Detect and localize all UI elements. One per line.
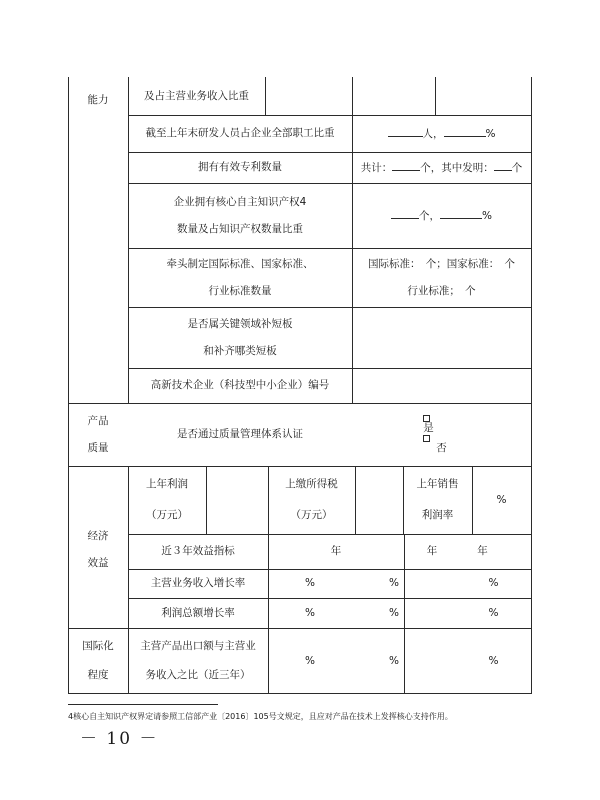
core-ip-value[interactable]: 个， %	[352, 183, 531, 248]
capability-row-core-ip: 企业拥有核心自主知识产权4 数量及占知识产权数量比重	[173, 195, 307, 235]
econ-year-1[interactable]: 年	[330, 545, 342, 558]
capability-row-key-field: 是否属关键领域补短板 和补齐哪类短板	[187, 317, 293, 357]
intl-export-ratio-y1[interactable]: %	[305, 654, 315, 667]
quality-label-cell: 产品 质量	[87, 414, 109, 454]
profit-growth-y3[interactable]: %	[488, 606, 499, 619]
core-ip-count-blank[interactable]	[391, 208, 419, 219]
econ-margin-label: 上年销售 利润率	[416, 478, 459, 521]
intl-export-ratio-y3[interactable]: %	[488, 654, 499, 667]
capability-label: 能力	[87, 93, 109, 106]
page-number: － 10 －	[80, 729, 159, 749]
econ-tax-value[interactable]	[355, 466, 403, 534]
capability-label-cell	[68, 88, 128, 112]
checkbox-icon	[423, 435, 430, 442]
rd-staff-count-blank[interactable]	[388, 126, 423, 137]
patents-value[interactable]: 共计： 个，其中发明： 个	[360, 162, 523, 175]
intl-export-ratio-y2[interactable]: %	[389, 654, 399, 667]
footnote-text: 4核心自主知识产权界定请参照工信部产业〔2016〕105号文规定，且应对产品在技术上发挥核心支持作用。	[68, 712, 453, 721]
capability-row-rd-staff: 截至上年末研发人员占企业全部职工比重	[145, 127, 335, 140]
intl-label-cell: 国际化 程度	[82, 640, 114, 681]
footnote-divider	[68, 704, 218, 705]
econ-profit-value[interactable]	[206, 466, 268, 534]
quality-options	[352, 403, 531, 466]
revenue-growth-y2[interactable]: %	[389, 577, 399, 590]
checkbox-icon	[423, 415, 430, 422]
econ-year-3[interactable]: 年	[477, 545, 488, 558]
rd-staff-percent-blank[interactable]	[444, 126, 486, 137]
capability-row-revenue-share: 及占主营业务收入比重	[144, 89, 249, 102]
intl-export-ratio-label: 主营产品出口额与主营业 务收入之比（近三年）	[140, 640, 256, 681]
quality-no-option[interactable]: 否	[423, 435, 460, 454]
quality-item: 是否通过质量管理体系认证	[177, 428, 303, 441]
standards-value[interactable]: 国际标准： 个；国家标准： 个 行业标准； 个	[368, 257, 515, 297]
core-ip-percent-blank[interactable]	[440, 208, 482, 219]
patents-total-blank[interactable]	[392, 160, 420, 171]
capability-row-patents: 拥有有效专利数量	[198, 161, 282, 174]
econ-tax-label: 上缴所得税 （万元）	[285, 478, 338, 521]
patents-invention-blank[interactable]	[494, 160, 512, 171]
econ-label-cell: 经济 效益	[87, 530, 109, 569]
revenue-growth-y3[interactable]: %	[488, 577, 499, 590]
econ-profit-label: 上年利润 （万元）	[146, 478, 188, 521]
econ-row-revenue-growth: 主营业务收入增长率	[150, 577, 246, 590]
rd-staff-value[interactable]: 人， %	[352, 115, 531, 152]
profit-growth-y2[interactable]: %	[389, 606, 399, 619]
key-field-value[interactable]	[352, 307, 531, 368]
econ-margin-value[interactable]: %	[496, 493, 507, 506]
hitech-id-value[interactable]	[352, 368, 531, 403]
econ-row-profit-growth: 利润总额增长率	[161, 606, 235, 619]
profit-growth-y1[interactable]: %	[305, 606, 315, 619]
capability-row-hitech-id: 高新技术企业（科技型中小企业）编号	[150, 379, 330, 392]
revenue-share-value-a[interactable]	[265, 77, 352, 115]
quality-yes-option[interactable]: 是	[423, 415, 460, 434]
econ-year-label: 近３年效益指标	[161, 545, 235, 558]
revenue-share-value-c[interactable]	[435, 77, 531, 115]
capability-row-standards: 牵头制定国际标准、国家标准、 行业标准数量	[166, 257, 314, 297]
econ-year-2-cell[interactable]: 年	[426, 545, 438, 558]
revenue-growth-y1[interactable]: %	[305, 577, 315, 590]
revenue-share-value-b[interactable]	[352, 77, 435, 115]
